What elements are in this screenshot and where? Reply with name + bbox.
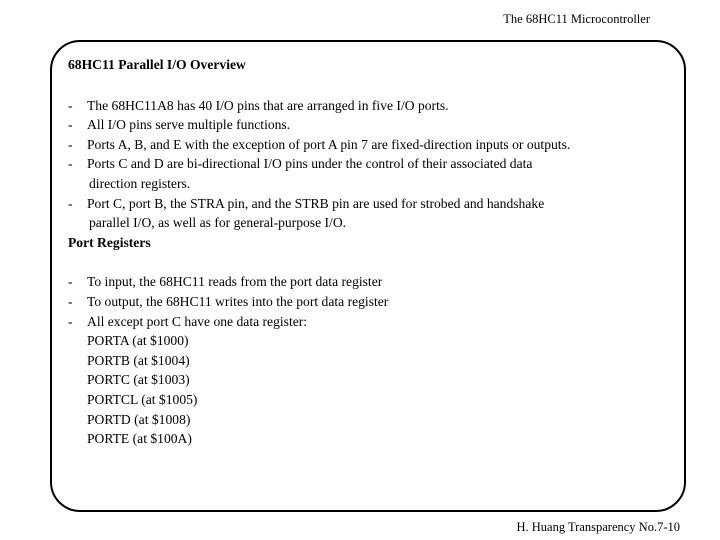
port-item-text: To input, the 68HC11 reads from the port data register: [87, 274, 383, 290]
overview-item-text: All I/O pins serve multiple functions.: [87, 117, 291, 133]
bullet-dash: -: [68, 117, 73, 133]
register-item: PORTD (at $1008): [87, 411, 191, 427]
port-item: [68, 292, 678, 312]
overview-item: [68, 135, 678, 155]
bullet-dash: -: [68, 97, 73, 113]
slide-content: [68, 55, 678, 449]
overview-list: [68, 96, 678, 233]
port-item-text: All except port C have one data register:: [87, 313, 308, 329]
bullet-dash: -: [68, 156, 73, 172]
overview-item: [68, 154, 678, 193]
overview-item-text: The 68HC11A8 has 40 I/O pins that are arranged in five I/O ports.: [87, 97, 449, 113]
register-item: PORTCL (at $1005): [87, 391, 198, 407]
header-title: The 68HC11 Microcontroller: [503, 12, 650, 26]
overview-item: [68, 96, 678, 116]
slide-title: 68HC11 Parallel I/O Overview: [68, 57, 246, 72]
overview-item: [68, 194, 678, 233]
bullet-dash: -: [68, 195, 73, 211]
register-item: PORTC (at $1003): [87, 372, 190, 388]
overview-item-text: Ports C and D are bi-directional I/O pins under the control of their associated data: [87, 156, 533, 172]
bullet-dash: -: [68, 313, 73, 329]
bullet-dash: -: [68, 274, 73, 290]
register-item: PORTB (at $1004): [87, 352, 190, 368]
overview-item-text: Ports A, B, and E with the exception of port A pin 7 are fixed-direction inputs or outputs.: [87, 136, 571, 152]
register-item: PORTE (at $100A): [87, 431, 192, 447]
register-item: PORTA (at $1000): [87, 333, 189, 349]
overview-item: [68, 115, 678, 135]
bullet-dash: -: [68, 293, 73, 309]
port-item-text: To output, the 68HC11 writes into the port data register: [87, 293, 389, 309]
bullet-dash: -: [68, 136, 73, 152]
port-item: [68, 312, 678, 332]
overview-item-continuation: parallel I/O, as well as for general-purpose I/O.: [89, 215, 347, 231]
port-items-list: [68, 272, 678, 331]
port-item: [68, 272, 678, 292]
register-list: [68, 331, 678, 449]
overview-item-continuation: direction registers.: [89, 175, 191, 191]
section-title: Port Registers: [68, 234, 151, 250]
footer-text: H. Huang Transparency No.7-10: [516, 520, 680, 534]
overview-item-text: Port C, port B, the STRA pin, and the STRB pin are used for strobed and handshake: [87, 195, 545, 211]
